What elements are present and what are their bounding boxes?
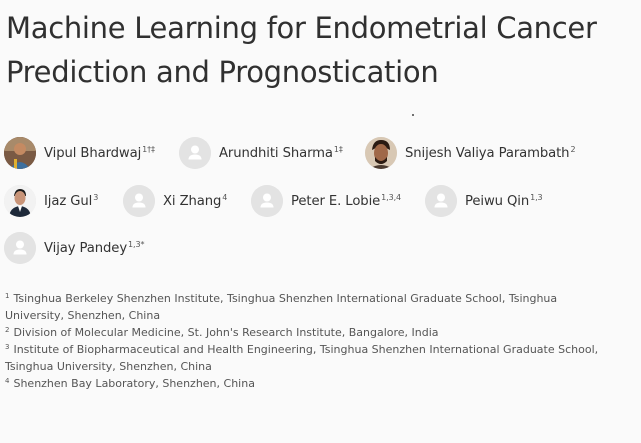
default-user-icon	[179, 137, 211, 169]
default-user-icon	[425, 185, 457, 217]
author-snijesh-valiya-parambath[interactable]	[365, 137, 575, 169]
author-name: Arundhiti Sharma$^{1\ddagger}$	[219, 144, 343, 161]
author-name: Ijaz Gul$^3$	[44, 192, 99, 209]
affiliation-list	[5, 290, 617, 392]
author-name: Xi Zhang$^4$	[163, 192, 228, 209]
author-name: Peiwu Qin$^{1,3}$	[465, 192, 543, 209]
affiliation-item: $^4$ Shenzhen Bay Laboratory, Shenzhen, China	[5, 377, 255, 390]
author-photo-avatar	[365, 137, 397, 169]
author-ijaz-gul[interactable]	[4, 185, 98, 217]
default-user-icon	[4, 232, 36, 264]
author-arundhiti-sharma[interactable]	[179, 137, 343, 169]
affiliation-item: $^2$ Division of Molecular Medicine, St. John's Research Institute, Bangalore, India	[5, 326, 439, 339]
affiliation-item: $^3$ Institute of Biopharmaceutical and Health Engineering, Tsinghua Shenzhen International Graduate School, Tsinghua University, Shenzhen, China	[5, 343, 599, 373]
author-name: Snijesh Valiya Parambath$^2$	[405, 144, 576, 161]
author-peiwu-qin[interactable]	[425, 185, 543, 217]
author-name: Vipul Bhardwaj$^{1\dagger\ddagger}$	[44, 144, 155, 161]
portrait-photo-icon	[365, 137, 397, 169]
article-title-line-1: Machine Learning for Endometrial Cancer	[6, 11, 597, 45]
default-user-icon	[123, 185, 155, 217]
author-photo-avatar	[4, 137, 36, 169]
portrait-photo-icon	[4, 137, 36, 169]
author-photo-avatar	[4, 185, 36, 217]
author-peter-e-lobie[interactable]	[251, 185, 401, 217]
affiliation-item: $^1$ Tsinghua Berkeley Shenzhen Institute, Tsinghua Shenzhen International Graduate School, Tsinghua University, Shenzhen, China	[5, 292, 558, 322]
default-user-icon	[251, 185, 283, 217]
author-xi-zhang[interactable]	[123, 185, 227, 217]
separator-dot	[412, 114, 414, 116]
article-title	[6, 6, 638, 94]
author-name: Peter E. Lobie$^{1,3,4}$	[291, 192, 402, 209]
author-vijay-pandey[interactable]	[4, 232, 144, 264]
author-vipul-bhardwaj[interactable]	[4, 137, 155, 169]
portrait-photo-icon	[4, 185, 36, 217]
article-title-line-2: Prediction and Prognostication	[6, 55, 439, 89]
author-name: Vijay Pandey$^{1,3*}$	[44, 239, 145, 256]
